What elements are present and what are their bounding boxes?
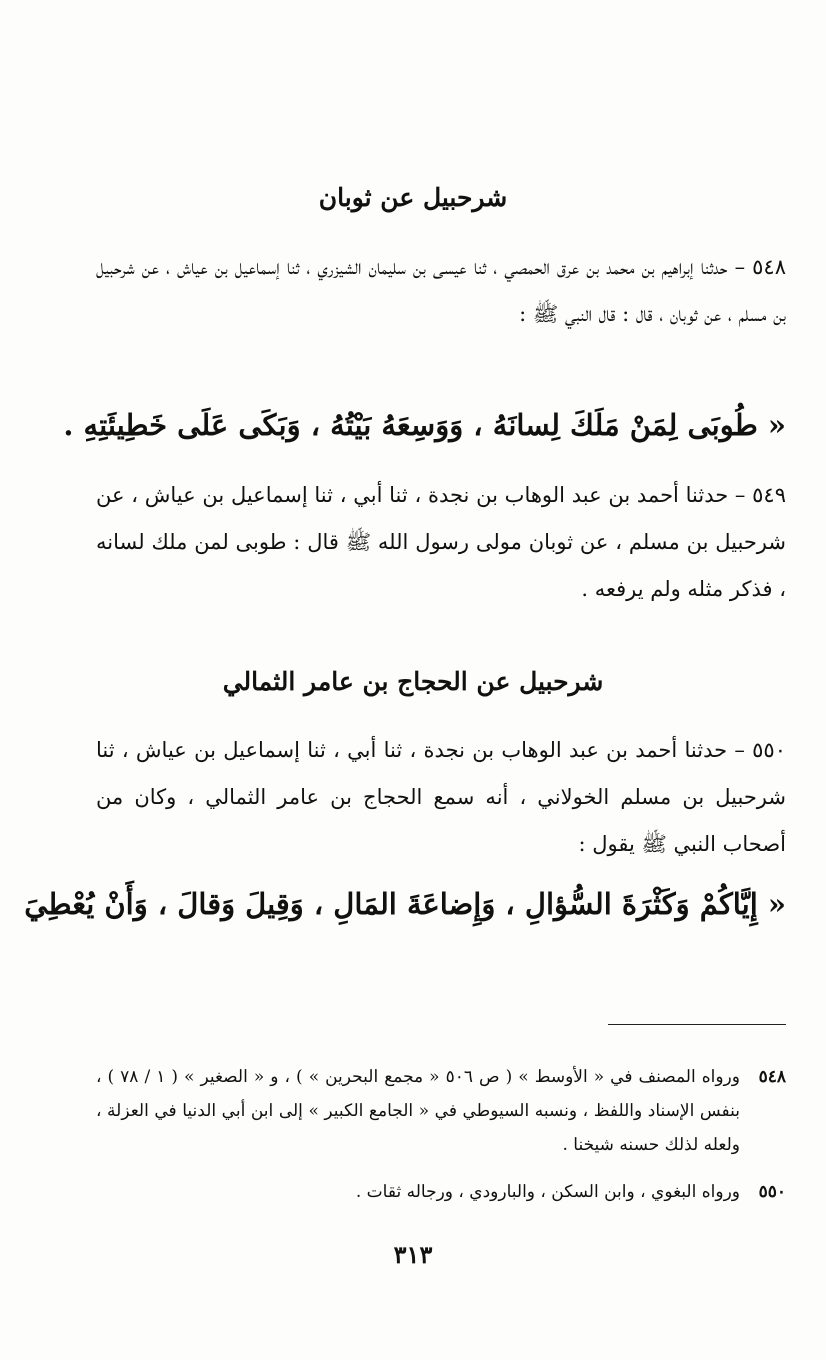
hadith-549-text: ٥٤٩ – حدثنا أحمد بن عبد الوهاب بن نجدة ، ثنا أبي ، ثنا إسماعيل بن عياش ، عن شرحبيل بن مسلم ، عن ثوبان مولى رسول الله ﷺ قال : طوبى لمن ملك لسانه ، فذكر مثله ولم يرفعه .: [96, 483, 786, 601]
footnote-550: [96, 1175, 786, 1209]
hadith-548-isnad: ٥٤٨ – حدثنا إبراهيم بن محمد بن عرق الحمصي ، ثنا عيسى بن سليمان الشيزري ، ثنا إسماعيل بن عياش ، عن شرحبيل بن مسلم ، عن ثوبان ، قال : قال النبي ﷺ :: [96, 255, 786, 326]
page-number: ٣١٣: [393, 1240, 433, 1269]
hadith-550-isnad: ٥٥٠ – حدثنا أحمد بن عبد الوهاب بن نجدة ، ثنا أبي ، ثنا إسماعيل بن عياش ، ثنا شرحبيل بن مسلم الخولاني ، أنه سمع الحجاج بن عامر الثمالي ، وكان من أصحاب النبي ﷺ يقول :: [96, 738, 786, 856]
footnote-divider: [608, 1024, 786, 1025]
footnote-number: ٥٤٨: [758, 1067, 786, 1087]
hadith-550-text: « إِيَّاكُمْ وَكَثْرَةَ السُّؤالِ ، وَإِضاعَةَ المَالِ ، وَقِيلَ وَقالَ ، وَأَنْ يُعْطِيَ: [24, 887, 786, 921]
section-heading-hajjaj: شرحبيل عن الحجاج بن عامر الثمالي: [222, 667, 604, 696]
footnote-text: ورواه البغوي ، وابن السكن ، والبارودي ، ورجاله ثقات .: [355, 1182, 740, 1202]
footnote-text: ورواه المصنف في « الأوسط » ( ص ٥٠٦ « مجمع البحرين » ) ، و « الصغير » ( ١ / ٧٨ ) ، بنفس الإسناد واللفظ ، ونسبه السيوطي في « الجامع الكبير » إلى ابن أبي الدنيا في العزلة ، ولعله لذلك حسنه شيخنا .: [96, 1067, 740, 1155]
section-heading-thawban: شرحبيل عن ثوبان: [318, 183, 508, 212]
hadith-548-text: « طُوبَى لِمَنْ مَلَكَ لِسانَهُ ، وَوَسِعَهُ بَيْتُهُ ، وَبَكَى عَلَى خَطِيئَتِهِ .: [63, 408, 786, 442]
footnote-number: ٥٥٠: [758, 1182, 786, 1202]
footnote-548: [96, 1060, 786, 1162]
